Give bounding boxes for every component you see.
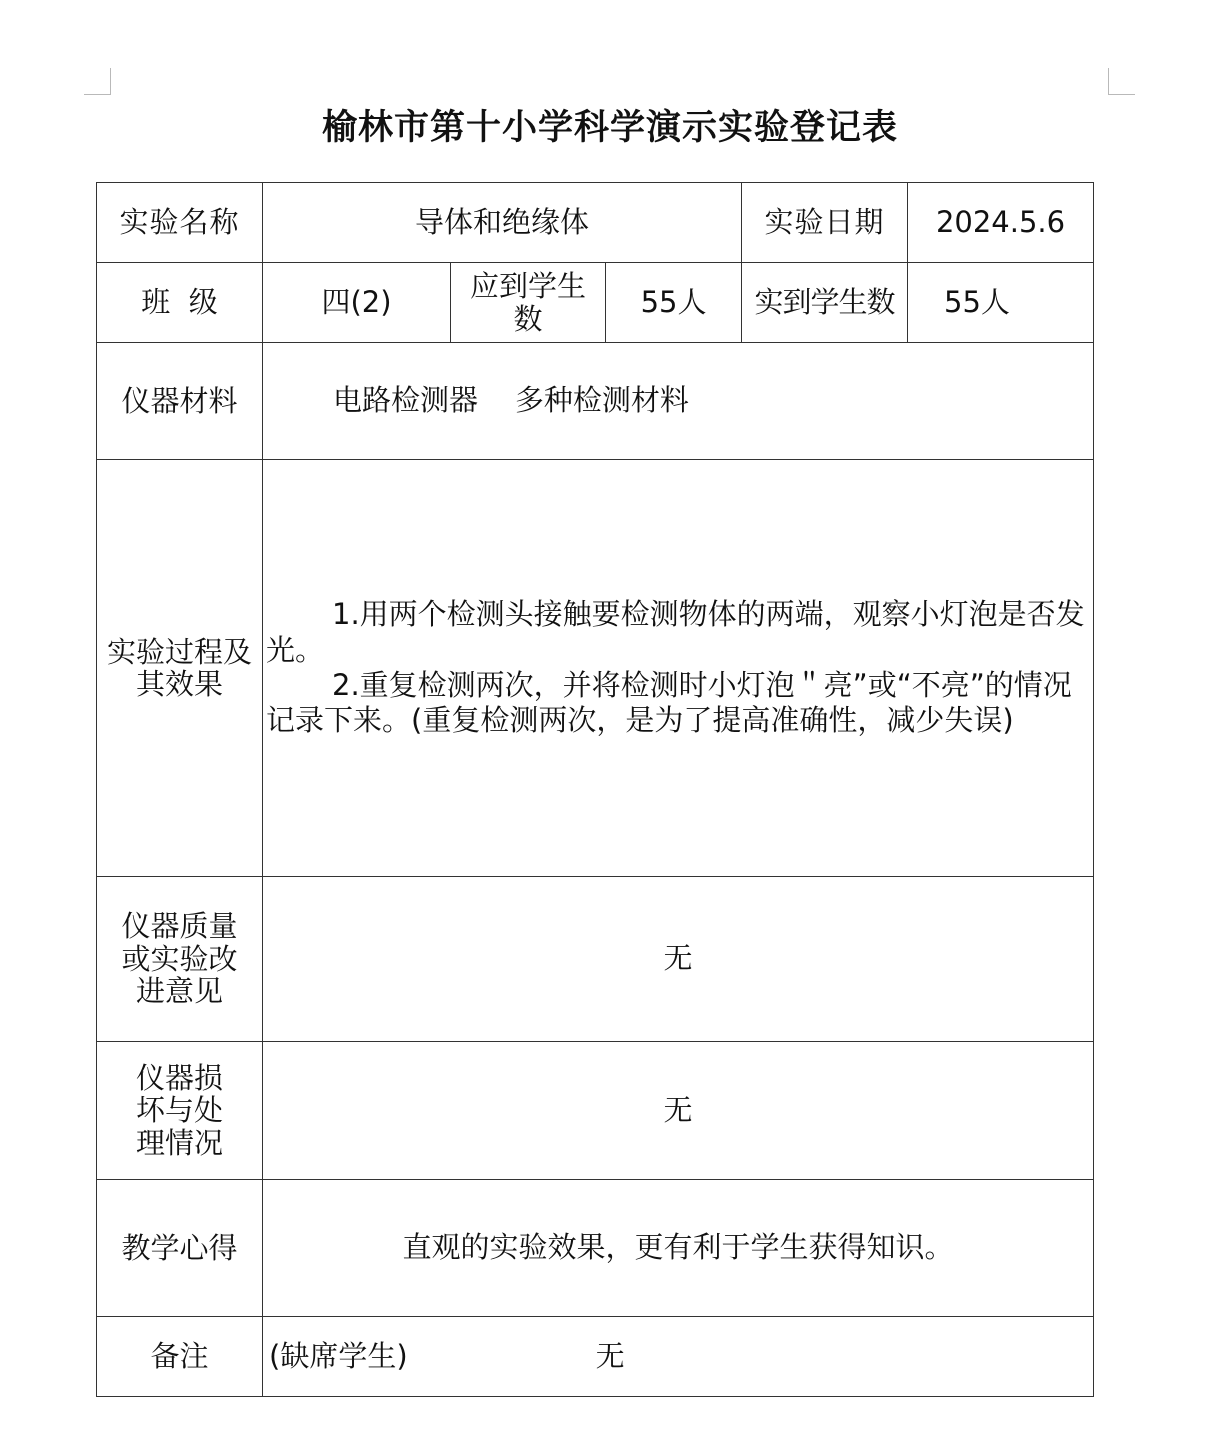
document-title: 榆林市第十小学科学演示实验登记表 [321, 108, 898, 148]
process-paragraph-1: 1.用两个检测头接触要检测物体的两端，观察小灯泡是否发光。 [266, 597, 1085, 667]
row-teaching [97, 1180, 1094, 1317]
quality-value: 无 [263, 877, 1094, 1042]
experiment-name-value: 导体和绝缘体 [263, 183, 742, 263]
expected-students-label: 应到学生数 [451, 263, 606, 343]
row-class-info [97, 263, 1094, 343]
materials-value: 电路检测器 多种检测材料 [263, 343, 1094, 460]
experiment-name-label: 实验名称 [97, 183, 263, 263]
materials-label: 仪器材料 [97, 343, 263, 460]
page-corner-mark-top-left [84, 68, 111, 95]
row-process [97, 460, 1094, 877]
actual-students-label: 实到学生数 [742, 263, 908, 343]
damage-value: 无 [263, 1042, 1094, 1180]
experiment-date-value: 2024.5.6 [908, 183, 1094, 263]
row-materials [97, 343, 1094, 460]
remarks-label: 备注 [97, 1317, 263, 1397]
process-paragraph-2: 2.重复检测两次，并将检测时小灯泡＂亮”或“不亮”的情况记录下来。(重复检测两次，是为了提高准确性，减少失误) [266, 668, 1072, 738]
quality-label: 仪器质量或实验改进意见 [97, 877, 263, 1042]
class-value: 四(2) [263, 263, 451, 343]
expected-students-value: 55人 [606, 263, 742, 343]
damage-label: 仪器损坏与处理情况 [97, 1042, 263, 1180]
row-experiment-info [97, 183, 1094, 263]
row-remarks [97, 1317, 1094, 1397]
actual-students-value: 55人 [908, 263, 1094, 343]
absent-students-value: 无 [595, 1338, 625, 1373]
process-content [263, 460, 1094, 877]
row-quality [97, 877, 1094, 1042]
teaching-value: 直观的实验效果，更有利于学生获得知识。 [263, 1180, 1094, 1317]
row-damage [97, 1042, 1094, 1180]
experiment-date-label: 实验日期 [742, 183, 908, 263]
class-label: 班 级 [97, 263, 263, 343]
absent-students-label: (缺席学生) [269, 1338, 408, 1373]
remarks-content [263, 1317, 1094, 1397]
teaching-label: 教学心得 [97, 1180, 263, 1317]
page-corner-mark-top-right [1108, 68, 1135, 95]
registration-table [96, 182, 1094, 1397]
process-label: 实验过程及其效果 [97, 460, 263, 877]
